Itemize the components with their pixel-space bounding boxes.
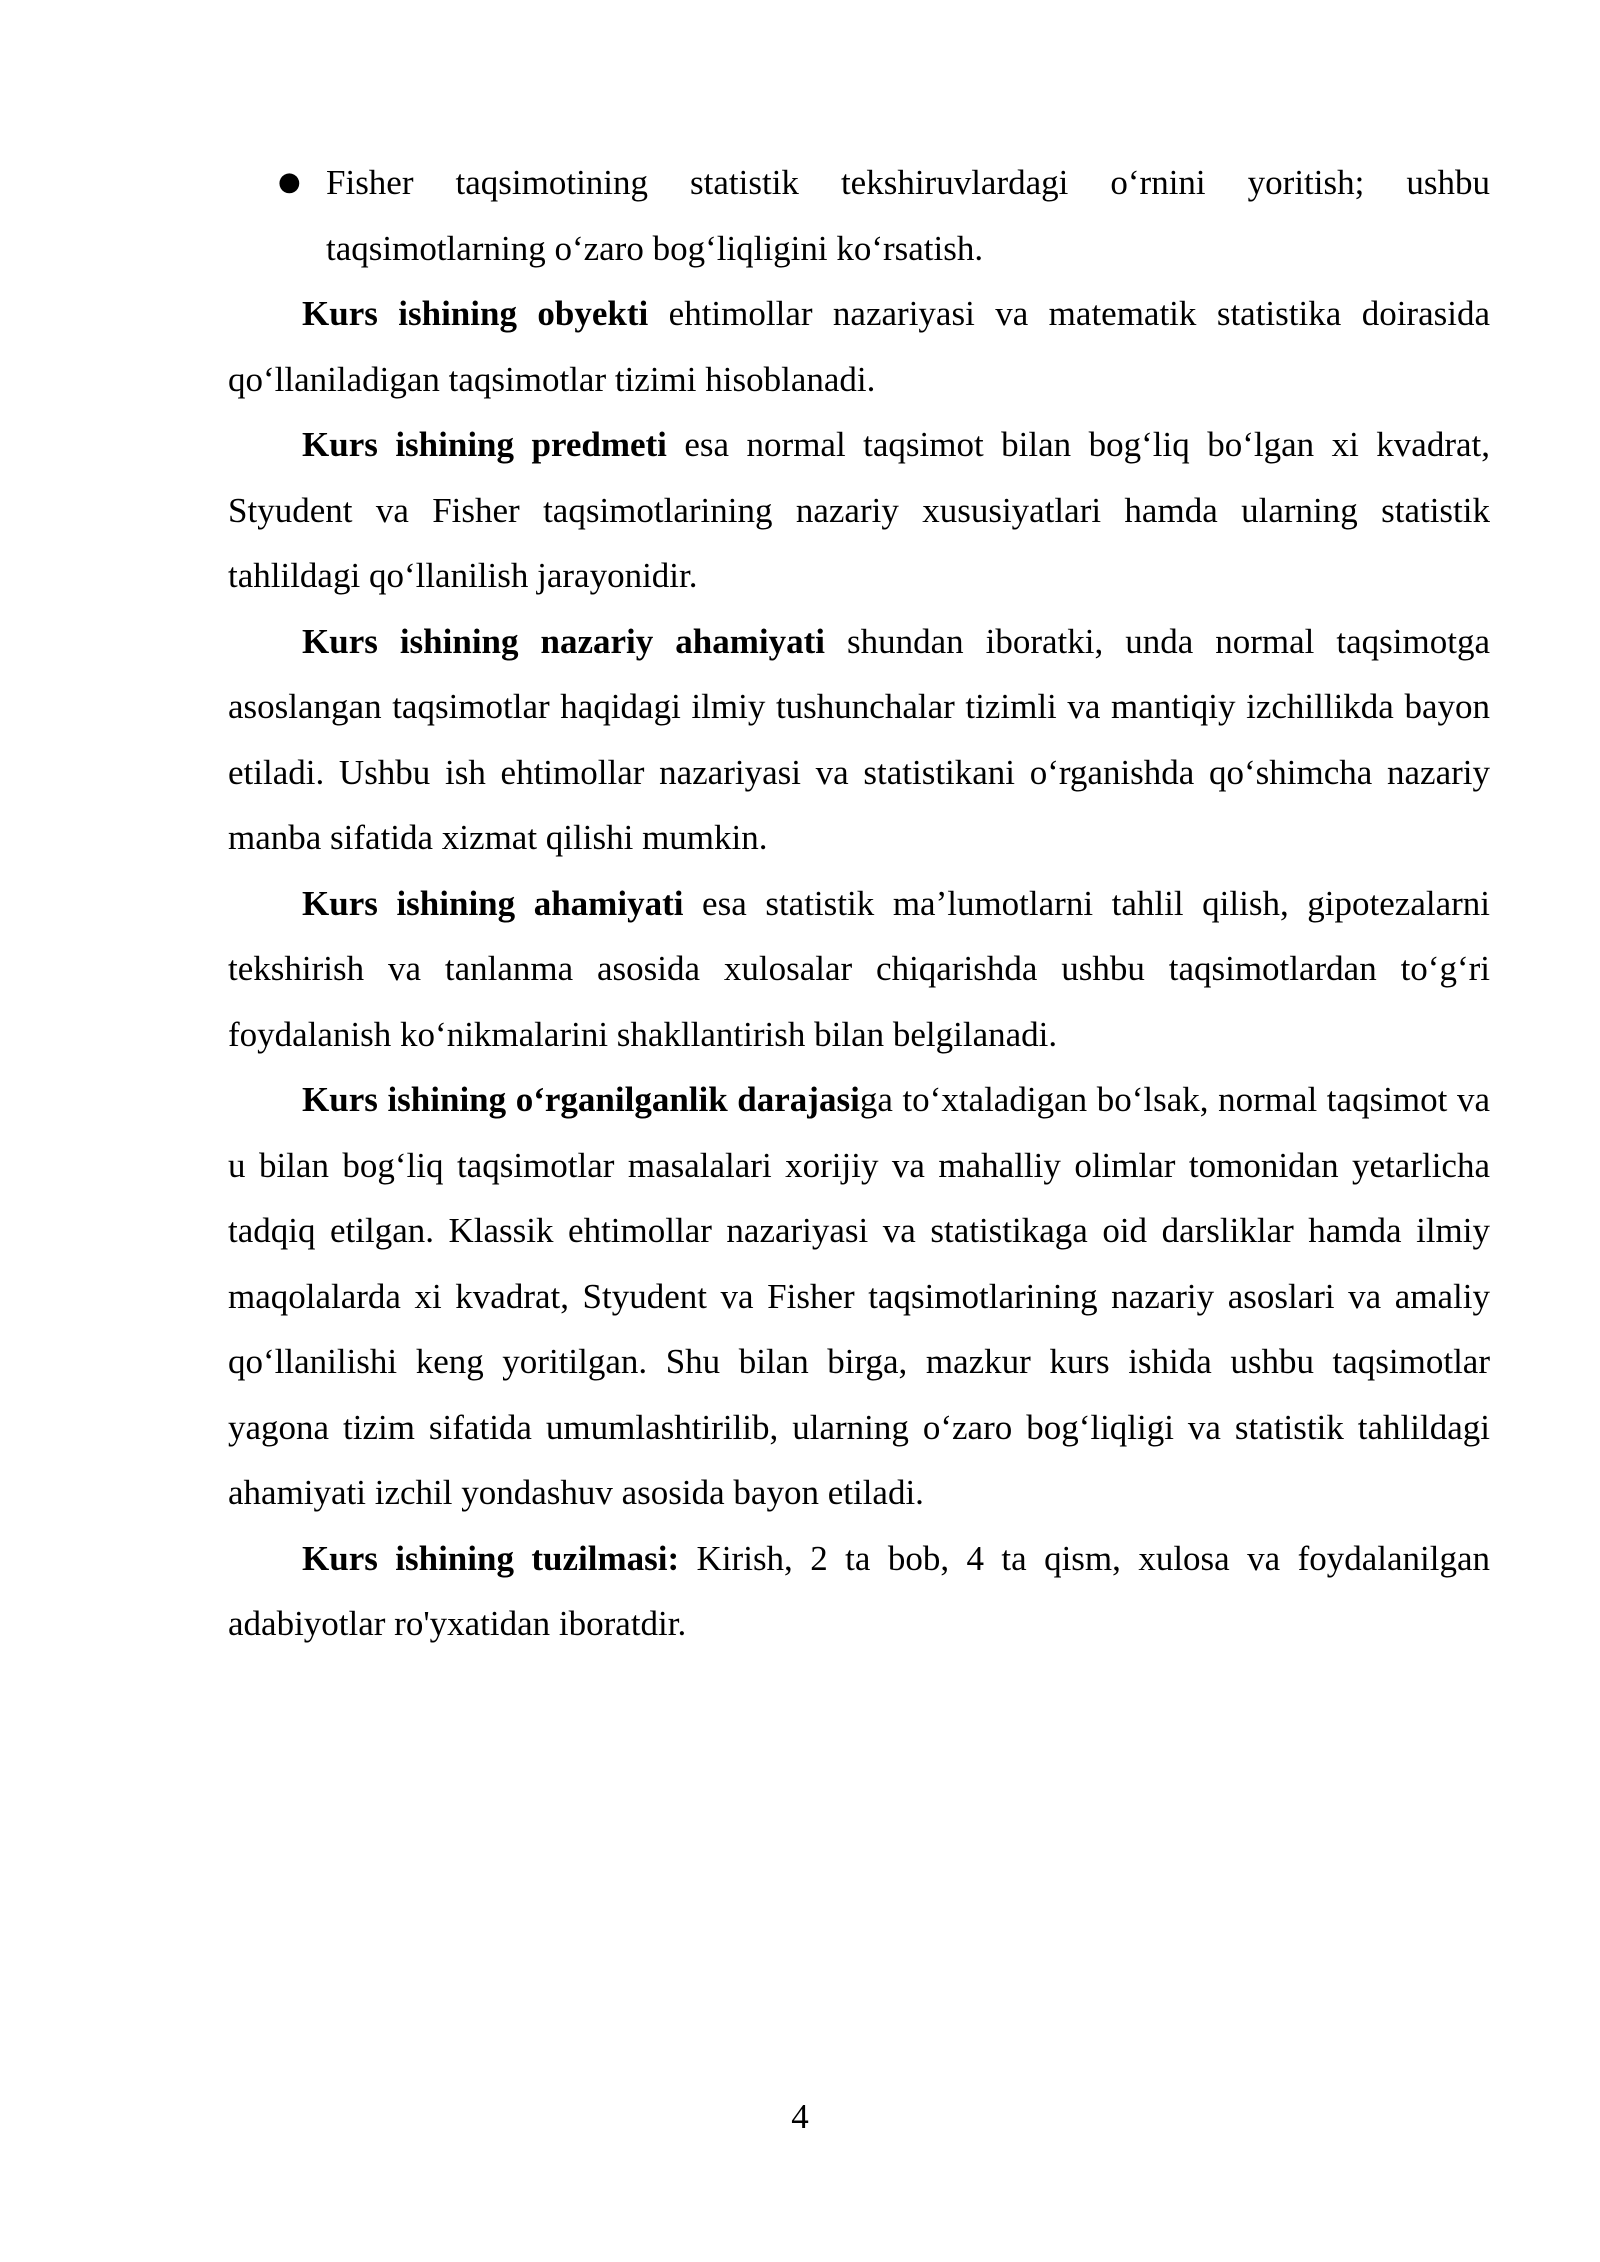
paragraph-structure <box>228 1526 1490 1657</box>
paragraph-heading: Kurs ishining ahamiyati <box>302 883 684 923</box>
paragraph-subject <box>228 412 1490 609</box>
page-number: 4 <box>791 2097 809 2136</box>
paragraph-heading: Kurs ishining obyekti <box>302 294 649 333</box>
bullet-list-item <box>228 150 1490 281</box>
bullet-icon: ● <box>278 167 301 197</box>
paragraph-text: Kirish, 2 ta bob, 4 ta qism, xulosa va foydalanilgan adabiyotlar ro'yxatidan iboratdir. <box>228 1538 1491 1643</box>
paragraph-text: esa normal taqsimot bilan bog‘liq bo‘lgan xi kvadrat, Styudent va Fisher taqsimotlarining nazariy xususiyatlari hamda ularning statistik tahlildagi qo‘llanilish jarayonidir. <box>228 425 1490 595</box>
document-page <box>228 150 1490 1657</box>
paragraph-heading: Kurs ishining predmeti <box>302 425 667 464</box>
paragraph-significance <box>228 871 1490 1068</box>
paragraph-heading: Kurs ishining nazariy ahamiyati <box>302 621 825 661</box>
bullet-text: Fisher taqsimotining statistik tekshiruvlardagi o‘rnini yoritish; ushbu taqsimotlarning o‘zaro bog‘liqligini ko‘rsatish. <box>326 163 1490 268</box>
paragraph-research-level <box>228 1067 1490 1526</box>
paragraph-heading: Kurs ishining o‘rganilganlik darajasi <box>302 1080 860 1119</box>
paragraph-text: esa statistik ma’lumotlarni tahlil qilish, gipotezalarni tekshirish va tanlanma asosida xulosalar chiqarishda ushbu taqsimotlardan to‘g‘ri foydalanish ko‘nikmalarini shakllantirish bilan belgilanadi. <box>228 883 1490 1054</box>
paragraph-object <box>228 281 1490 412</box>
paragraph-text: ga to‘xtaladigan bo‘lsak, normal taqsimot va u bilan bog‘liq taqsimotlar masalalari xorijiy va mahalliy olimlar tomonidan yetarlicha tadqiq etilgan. Klassik ehtimollar nazariyasi va statistikaga oid darsliklar hamda ilmiy maqolalarda xi kvadrat, Styudent va Fisher taqsimotlarining nazariy asoslari va amaliy qo‘llanilishi keng yoritilgan. Shu bilan birga, mazkur kurs ishida ushbu taqsimotlar yagona tizim sifatida umumlashtirilib, ularning o‘zaro bog‘liqligi va statistik tahlildagi ahamiyati izchil yondashuv asosida bayon etiladi. <box>228 1080 1490 1512</box>
paragraph-heading: Kurs ishining tuzilmasi: <box>302 1538 680 1578</box>
paragraph-theoretical-significance <box>228 609 1490 871</box>
paragraph-text: shundan iboratki, unda normal taqsimotga asoslangan taqsimotlar haqidagi ilmiy tushunchalar tizimli va mantiqiy izchillikda bayon etiladi. Ushbu ish ehtimollar nazariyasi va statistikani o‘rganishda qo‘shimcha nazariy manba sifatida xizmat qilishi mumkin. <box>228 621 1490 857</box>
paragraph-text: ehtimollar nazariyasi va matematik statistika doirasida qo‘llaniladigan taqsimotlar tizimi hisoblanadi. <box>228 294 1490 399</box>
